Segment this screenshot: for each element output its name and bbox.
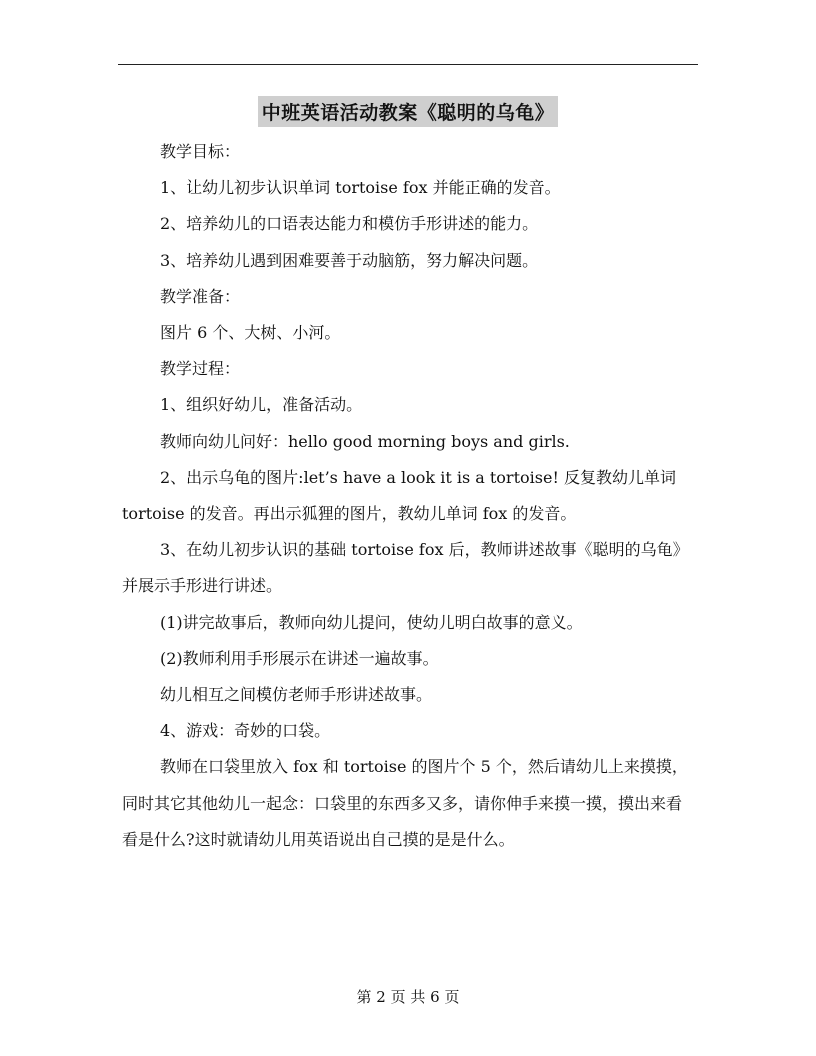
paragraph: (2)教师利用手形展示在讲述一遍故事。 <box>160 648 439 668</box>
paragraph: 3、培养幼儿遇到困难要善于动脑筋，努力解决问题。 <box>160 250 539 270</box>
paragraph: 1、让幼儿初步认识单词 tortoise fox 并能正确的发音。 <box>160 178 561 198</box>
document-title: 中班英语活动教案《聪明的乌龟》 <box>258 96 559 127</box>
page-footer: 第 2 页 共 6 页 <box>356 988 460 1006</box>
paragraph: 4、游戏：奇妙的口袋。 <box>160 721 331 741</box>
paragraph: (1)讲完故事后，教师向幼儿提问，使幼儿明白故事的意义。 <box>160 612 583 632</box>
paragraph: 教师向幼儿问好：hello good morning boys and girls. <box>160 431 570 451</box>
title-container <box>0 96 816 127</box>
paragraph: 教学过程： <box>160 359 241 379</box>
paragraph: 教学准备： <box>160 286 241 306</box>
header-rule <box>118 64 698 65</box>
paragraph: 图片 6 个、大树、小河。 <box>160 323 341 343</box>
paragraph: 2、培养幼儿的口语表达能力和模仿手形讲述的能力。 <box>160 214 539 234</box>
paragraph: 3、在幼儿初步认识的基础 tortoise fox 后，教师讲述故事《聪明的乌龟》并展示手形进行讲述。 <box>122 540 689 596</box>
paragraph: 幼儿相互之间模仿老师手形讲述故事。 <box>160 685 433 705</box>
paragraph: 教师在口袋里放入 fox 和 tortoise 的图片个 5 个，然后请幼儿上来摸摸，同时其它其他幼儿一起念：口袋里的东西多又多，请你伸手来摸一摸，摸出来看看是什么?这时就请幼儿用英语说出自己摸的是是什么。 <box>122 757 688 849</box>
document-body <box>122 134 696 858</box>
paragraph: 2、出示乌龟的图片:let’s have a look it is a tortoise! 反复教幼儿单词 tortoise 的发音。再出示狐狸的图片，教幼儿单词 fox 的发音。 <box>122 467 676 524</box>
paragraph: 1、组织好幼儿，准备活动。 <box>160 395 363 415</box>
paragraph: 教学目标： <box>160 142 241 161</box>
